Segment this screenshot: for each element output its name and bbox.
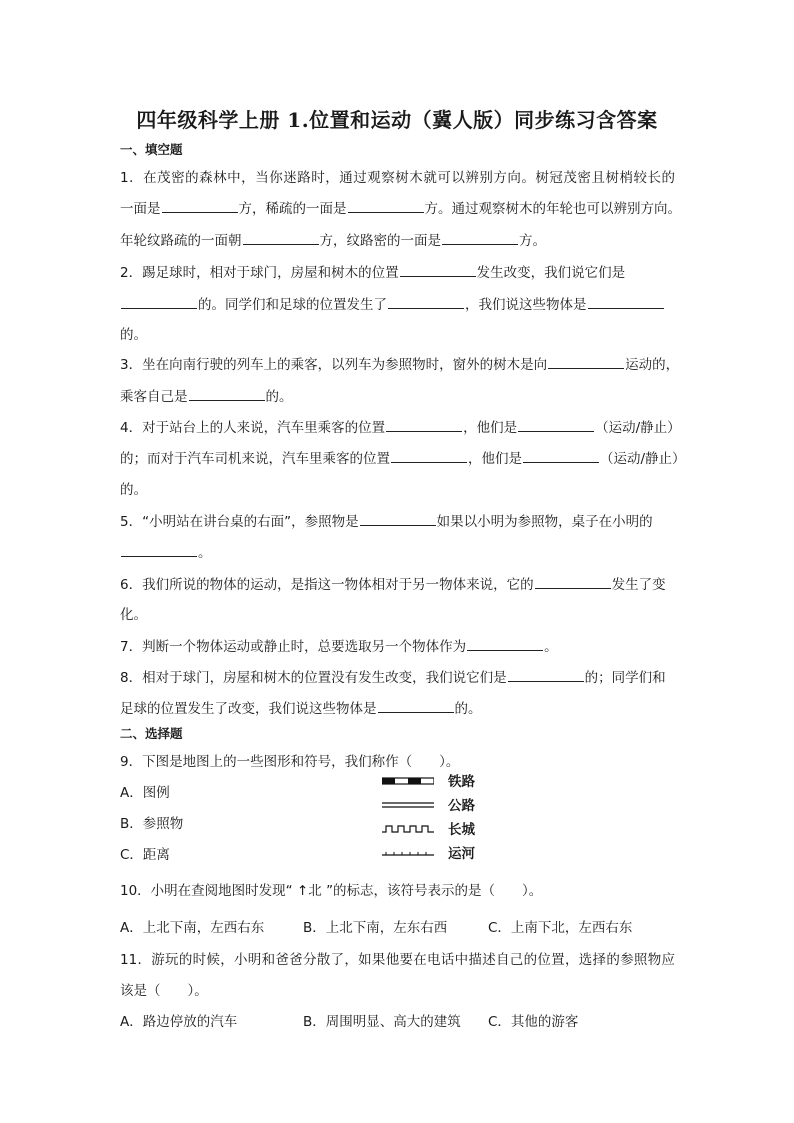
road-symbol-icon [382, 800, 434, 810]
legend-row-canal [380, 842, 490, 862]
answer-blank[interactable] [386, 420, 462, 432]
q7-line-1: 7．判断一个物体运动或静止时，总要选取另一个物体作为 。 [120, 639, 558, 655]
q9-stem: 9．下图是地图上的一些图形和符号，我们称作（ ）。 [120, 754, 460, 770]
answer-blank[interactable] [467, 639, 543, 651]
section-fill-in: 一、填空题 [120, 142, 183, 157]
answer-blank[interactable] [243, 233, 319, 245]
map-legend-figure [380, 770, 490, 866]
q11-option-a[interactable]: A．路边停放的汽车 [120, 1014, 238, 1030]
q10-option-c[interactable]: C．上南下北，左西右东 [488, 920, 633, 936]
q2-line-2: 的。同学们和足球的位置发生了 ，我们说这些物体是 [120, 293, 665, 313]
q5-line-1: 5．“小明站在讲台桌的右面”，参照物是 如果以小明为参照物，桌子在小明的 [120, 514, 653, 530]
q9-option-b[interactable]: B．参照物 [120, 816, 184, 832]
q6-line-1: 6．我们所说的物体的运动，是指这一物体相对于另一物体来说，它的 发生了变 [120, 577, 666, 593]
answer-blank[interactable] [523, 451, 599, 463]
legend-label-canal: 运河 [448, 846, 475, 862]
q4-line-2: 的；而对于汽车司机来说，汽车里乘客的位置 ，他们是 （运动/静止） [120, 451, 686, 467]
q9-option-a[interactable]: A．图例 [120, 785, 170, 801]
answer-blank[interactable] [378, 701, 454, 713]
answer-blank[interactable] [588, 297, 664, 309]
answer-blank[interactable] [442, 233, 518, 245]
answer-blank[interactable] [400, 265, 476, 277]
q11-options [120, 1010, 578, 1030]
legend-row-road [380, 794, 490, 814]
q2-line-1: 2．踢足球时，相对于球门，房屋和树木的位置 发生改变，我们说它们是 [120, 265, 626, 281]
q1-line-3: 年轮纹路疏的一面朝 方，纹路密的一面是 方。 [120, 233, 546, 249]
answer-blank[interactable] [391, 451, 467, 463]
legend-label-great-wall: 长城 [448, 822, 475, 838]
answer-blank[interactable] [388, 297, 464, 309]
section-multiple-choice: 二、选择题 [120, 726, 183, 741]
answer-blank[interactable] [508, 670, 584, 682]
q11-line-2: 该是（ ）。 [120, 983, 208, 999]
page-title: 四年级科学上册 1.位置和运动（冀人版）同步练习含答案 [136, 108, 658, 132]
answer-blank[interactable] [348, 201, 424, 213]
legend-label-road: 公路 [448, 798, 475, 814]
answer-blank[interactable] [121, 297, 197, 309]
q10-option-a[interactable]: A．上北下南，左西右东 [120, 920, 265, 936]
canal-symbol-icon [382, 848, 434, 858]
answer-blank[interactable] [162, 201, 238, 213]
legend-row-railway [380, 770, 490, 790]
q10-stem: 10．小明在查阅地图时发现“ ↑北 ”的标志，该符号表示的是（ ）。 [120, 883, 543, 899]
q10-options [120, 916, 632, 936]
q9-option-c[interactable]: C．距离 [120, 847, 170, 863]
q8-line-1: 8．相对于球门，房屋和树木的位置没有发生改变，我们说它们是 的；同学们和 [120, 670, 666, 686]
answer-blank[interactable] [121, 545, 197, 557]
q2-line-3: 的。 [120, 327, 147, 343]
q4-line-1: 4．对于站台上的人来说，汽车里乘客的位置 ，他们是 （运动/静止） [120, 420, 681, 436]
q6-line-2: 化。 [120, 607, 147, 623]
q4-line-3: 的。 [120, 482, 147, 498]
q10-option-b[interactable]: B．上北下南，左东右西 [303, 920, 448, 936]
legend-label-railway: 铁路 [448, 774, 475, 790]
answer-blank[interactable] [360, 514, 436, 526]
answer-blank[interactable] [548, 357, 624, 369]
q11-line-1: 11．游玩的时候，小明和爸爸分散了，如果他要在电话中描述自己的位置，选择的参照物应 [120, 952, 675, 968]
railway-symbol-icon [382, 776, 434, 786]
legend-row-great-wall [380, 818, 490, 838]
answer-blank[interactable] [518, 420, 594, 432]
q11-option-c[interactable]: C．其他的游客 [488, 1014, 579, 1030]
q3-line-2: 乘客自己是 的。 [120, 389, 293, 405]
q11-option-b[interactable]: B．周围明显、高大的建筑 [303, 1014, 461, 1030]
q8-line-2: 足球的位置发生了改变，我们说这些物体是 的。 [120, 701, 482, 717]
great-wall-symbol-icon [382, 824, 434, 834]
q1-line-1: 1．在茂密的森林中，当你迷路时，通过观察树木就可以辨别方向。树冠茂密且树梢较长的 [120, 170, 675, 186]
answer-blank[interactable] [189, 389, 265, 401]
q3-line-1: 3．坐在向南行驶的列车上的乘客，以列车为参照物时，窗外的树木是向 运动的， [120, 357, 680, 373]
answer-blank[interactable] [535, 577, 611, 589]
q5-line-2: 。 [120, 541, 212, 561]
q1-line-2: 一面是 方，稀疏的一面是 方。通过观察树木的年轮也可以辨别方向。 [120, 201, 681, 217]
